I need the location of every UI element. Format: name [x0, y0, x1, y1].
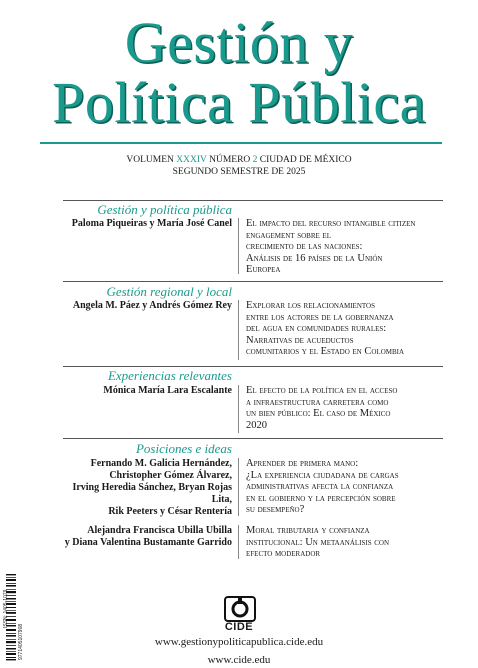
cide-logo-icon [224, 596, 256, 622]
author-line: Irving Heredia Sánchez, Bryan Rojas Lita, [72, 482, 232, 505]
article-line: efecto moderador [246, 548, 321, 560]
semester-line: SEGUNDO SEMESTRE DE 2025 [172, 167, 306, 177]
article-line: 2020 [246, 419, 267, 431]
article-line: comunitarios y el Estado en Colombia [246, 346, 405, 358]
section-title: Gestión regional y local [106, 284, 232, 299]
journal-url[interactable]: www.gestionypoliticapublica.cide.edu [154, 636, 324, 648]
author-line: Christopher Gómez Álvarez, [109, 470, 232, 481]
article-line: Aprender de primera mano: [246, 458, 359, 469]
article-line: Análisis de 16 países de la Unión [246, 252, 383, 264]
article-line: institucional: Un metaanálisis con [246, 536, 390, 548]
article-line: en el gobierno y la percepción sobre [246, 492, 396, 504]
article-title [246, 458, 446, 516]
volume-prefix: VOLUMEN [126, 155, 174, 165]
article-line: Narrativas de acueductos [246, 334, 354, 346]
article-line: Explorar los relacionamientos [246, 300, 375, 311]
article-title [246, 525, 446, 560]
author-line: Angela M. Páez y Andrés Gómez Rey [72, 300, 232, 311]
article-line: Europea [246, 264, 281, 276]
section-authors [50, 525, 232, 549]
column-separator [238, 525, 239, 559]
article-line: del agua en comunidades rurales: [246, 323, 387, 335]
article-line: crecimiento de las naciones: [246, 241, 363, 253]
section-rule [63, 200, 443, 201]
column-separator [238, 300, 239, 360]
issue-number: 2 [252, 155, 258, 165]
section-rule [63, 438, 443, 439]
article-title [246, 218, 446, 276]
title-underline [40, 142, 442, 144]
author-line: Alejandra Francisca Ubilla Ubilla [87, 525, 232, 536]
section-authors [50, 218, 232, 230]
issn-label: ISSN: 1405-1079 [3, 589, 9, 628]
author-line: y Diana Valentina Bustamante Garrido [64, 537, 232, 548]
section-rule [63, 281, 443, 282]
volume-number: XXXIV [176, 155, 207, 165]
article-line: administrativas afecta la confianza [246, 481, 394, 493]
number-label: NÚMERO [209, 155, 251, 165]
barcode-digits: 9771405107908 [18, 623, 24, 660]
journal-title-line2: Política Pública [52, 70, 426, 135]
article-line: un bien público: El caso de México [246, 408, 391, 420]
article-line: El impacto del recurso intangible citizen engagement sobre el [246, 218, 416, 241]
author-line: Mónica María Lara Escalante [103, 385, 232, 396]
article-line: entre los actores de la gobernanza [246, 311, 394, 323]
article-line: Moral tributaria y confianza [246, 525, 370, 536]
section-rule [63, 366, 443, 367]
section-title: Gestión y política pública [97, 202, 232, 217]
column-separator [238, 218, 239, 274]
section-authors [50, 458, 232, 518]
article-line: su desempeño? [246, 504, 305, 516]
article-title [246, 300, 446, 358]
publisher-url[interactable]: www.cide.edu [207, 654, 271, 666]
section-authors [50, 300, 232, 312]
author-line: Rik Peeters y César Rentería [108, 506, 232, 517]
section-title: Posiciones e ideas [135, 441, 232, 456]
article-line: ¿La experiencia ciudadana de cargas [246, 469, 399, 481]
column-separator [238, 458, 239, 516]
section-authors [50, 385, 232, 397]
volume-line [0, 155, 478, 166]
author-line: Paloma Piqueiras y María José Canel [71, 218, 232, 229]
author-line: Fernando M. Galicia Hernández, [90, 458, 232, 469]
city: CIUDAD DE MÉXICO [259, 155, 352, 165]
article-title [246, 385, 446, 431]
publisher-name: CIDE [224, 621, 254, 633]
article-line: El efecto de la política en el acceso [246, 385, 398, 396]
column-separator [238, 385, 239, 433]
journal-title-line1: Gestión y [124, 10, 354, 75]
article-line: a infraestructura carretera como [246, 396, 389, 408]
section-title: Experiencias relevantes [107, 368, 232, 383]
